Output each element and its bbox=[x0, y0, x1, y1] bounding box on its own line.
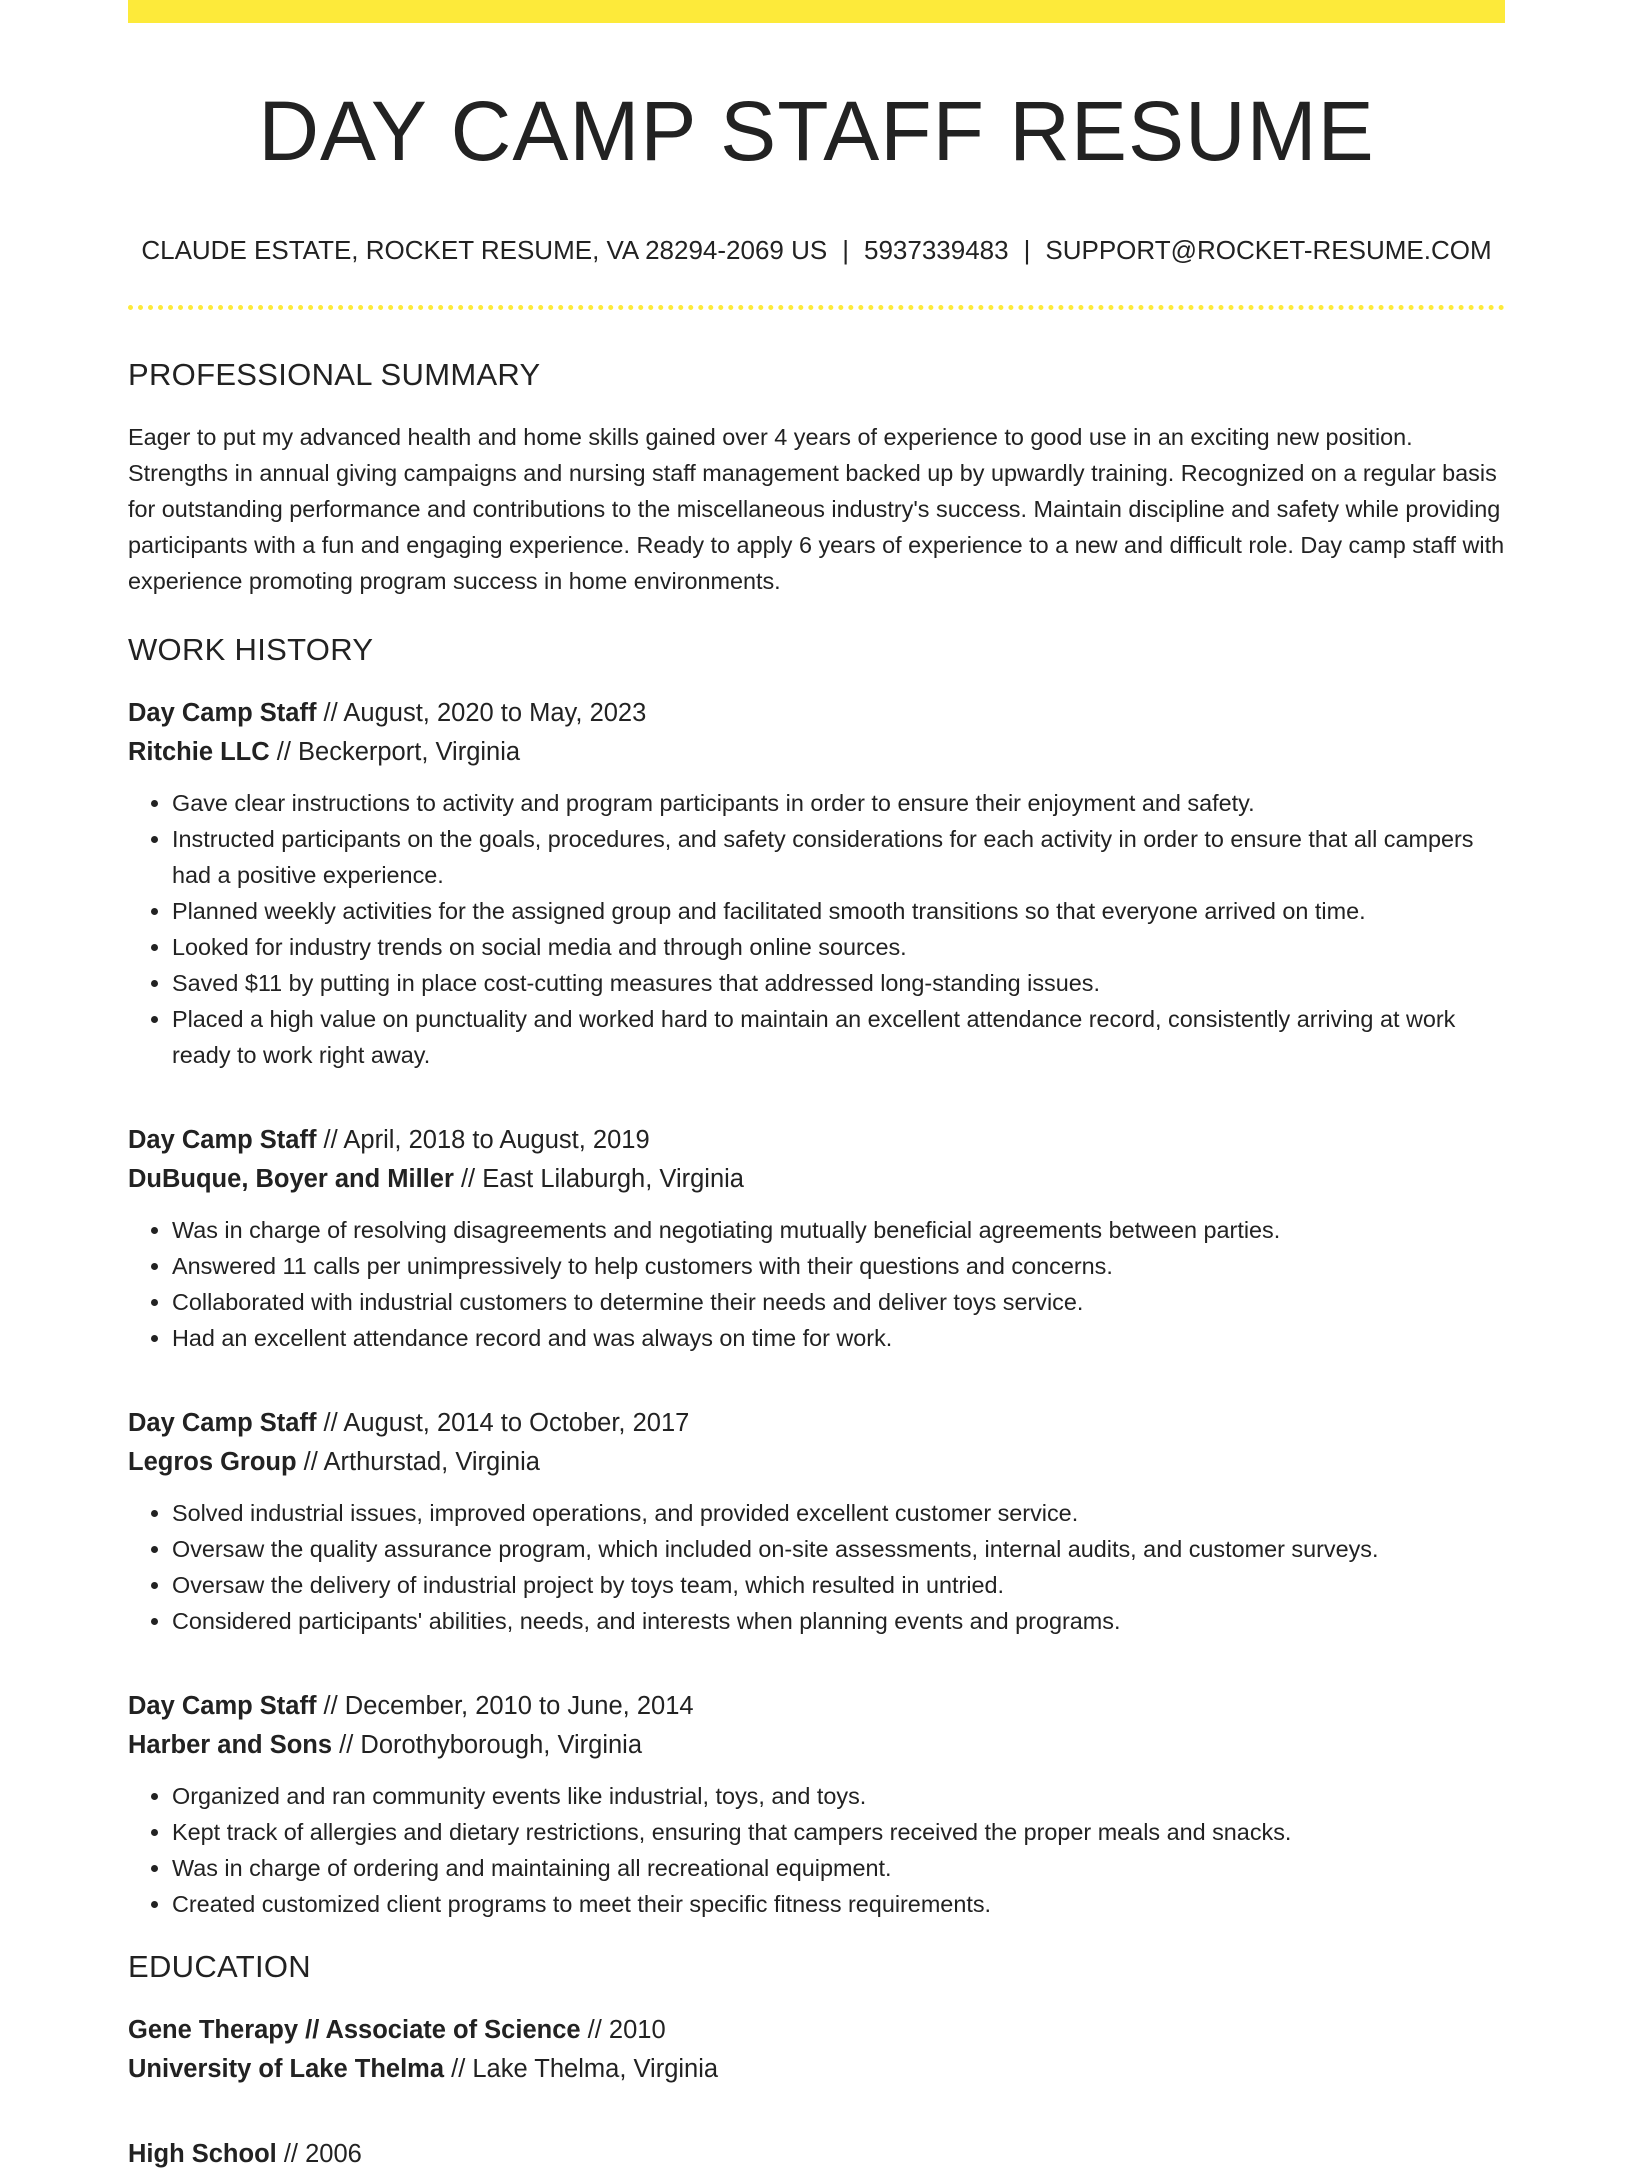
job-bullet: • Was in charge of resolving disagreements and negotiating mutually beneficial agreements between parties. bbox=[172, 1212, 1505, 1248]
job-entry bbox=[128, 694, 1505, 1073]
job-title-line bbox=[128, 694, 1505, 733]
job-bullet: • Placed a high value on punctuality and worked hard to maintain an excellent attendance record, consistently arriving at work ready to work right away. bbox=[172, 1001, 1505, 1073]
job-bullet: • Collaborated with industrial customers to determine their needs and deliver toys service. bbox=[172, 1284, 1505, 1320]
job-bullet: • Created customized client programs to meet their specific fitness requirements. bbox=[172, 1886, 1505, 1922]
job-bullet: • Answered 11 calls per unimpressively to help customers with their questions and concerns. bbox=[172, 1248, 1505, 1284]
education-degree: Gene Therapy // Associate of Science bbox=[128, 2016, 581, 2045]
job-bullets bbox=[128, 1212, 1505, 1356]
job-location: // Arthurstad, Virginia bbox=[296, 1447, 540, 1476]
job-title: Day Camp Staff bbox=[128, 1691, 317, 1720]
resume-page bbox=[128, 0, 1505, 2174]
job-dates: // April, 2018 to August, 2019 bbox=[316, 1125, 650, 1154]
job-location: // Beckerport, Virginia bbox=[269, 737, 521, 766]
job-bullets bbox=[128, 785, 1505, 1073]
job-location: // East Lilaburgh, Virginia bbox=[453, 1164, 744, 1193]
contact-line bbox=[128, 235, 1505, 266]
job-company-line bbox=[128, 733, 1505, 772]
job-bullet: • Considered participants' abilities, needs, and interests when planning events and programs. bbox=[172, 1603, 1505, 1639]
job-company: Ritchie LLC bbox=[128, 737, 270, 766]
education-location: // Lake Thelma, Virginia bbox=[444, 2055, 719, 2084]
education-heading: EDUCATION bbox=[128, 1948, 311, 1984]
education-school-line bbox=[128, 2050, 1505, 2089]
job-entry bbox=[128, 1121, 1505, 1356]
job-company: Harber and Sons bbox=[128, 1730, 333, 1759]
job-bullets bbox=[128, 1778, 1505, 1922]
job-company-line bbox=[128, 1160, 1505, 1199]
work-history-heading: WORK HISTORY bbox=[128, 631, 374, 667]
job-entry bbox=[128, 1404, 1505, 1639]
contact-separator: | bbox=[842, 235, 849, 266]
education-degree: High School bbox=[128, 2140, 277, 2169]
job-title: Day Camp Staff bbox=[128, 1408, 317, 1437]
job-company-line bbox=[128, 1726, 1505, 1765]
job-title-line bbox=[128, 1687, 1505, 1726]
job-bullet: • Solved industrial issues, improved operations, and provided excellent customer service. bbox=[172, 1495, 1505, 1531]
education-entry bbox=[128, 2011, 1505, 2089]
dotted-divider bbox=[128, 305, 1505, 310]
job-bullet: • Oversaw the delivery of industrial project by toys team, which resulted in untried. bbox=[172, 1567, 1505, 1603]
education-year: // 2006 bbox=[276, 2140, 362, 2169]
education-degree-line bbox=[128, 2135, 1505, 2174]
job-bullet: • Looked for industry trends on social media and through online sources. bbox=[172, 929, 1505, 965]
job-company: DuBuque, Boyer and Miller bbox=[128, 1164, 454, 1193]
education-entry bbox=[128, 2135, 1505, 2174]
accent-top-bar bbox=[128, 0, 1505, 23]
summary-text: Eager to put my advanced health and home skills gained over 4 years of experience to good use in an exciting new position. Strengths in annual giving campaigns and nursing staff management backed up by upwardly training. Recognized on a regular basis for outstanding performance and contributions to the miscellaneous industry's success. Maintain discipline and safety while providing participants with a fun and engaging experience. Ready to apply 6 years of experience to a new and difficult role. Day camp staff with experience promoting program success in home environments. bbox=[128, 423, 1505, 594]
job-location: // Dorothyborough, Virginia bbox=[332, 1730, 643, 1759]
contact-email: SUPPORT@ROCKET-RESUME.COM bbox=[1045, 235, 1492, 266]
education-degree-line bbox=[128, 2011, 1505, 2050]
job-bullet: • Kept track of allergies and dietary restrictions, ensuring that campers received the proper meals and snacks. bbox=[172, 1814, 1505, 1850]
job-bullets bbox=[128, 1495, 1505, 1639]
education-school: University of Lake Thelma bbox=[128, 2055, 445, 2084]
job-title-line bbox=[128, 1121, 1505, 1160]
education-year: // 2010 bbox=[580, 2016, 666, 2045]
contact-address: CLAUDE ESTATE, ROCKET RESUME, VA 28294-2069 US bbox=[141, 235, 828, 266]
job-title: Day Camp Staff bbox=[128, 1125, 317, 1154]
job-dates: // December, 2010 to June, 2014 bbox=[316, 1691, 694, 1720]
job-bullet: • Planned weekly activities for the assigned group and facilitated smooth transitions so that everyone arrived on time. bbox=[172, 893, 1505, 929]
job-title-line bbox=[128, 1404, 1505, 1443]
job-bullet: • Oversaw the quality assurance program, which included on-site assessments, internal audits, and customer surveys. bbox=[172, 1531, 1505, 1567]
job-company-line bbox=[128, 1443, 1505, 1482]
job-bullet: • Saved $11 by putting in place cost-cutting measures that addressed long-standing issues. bbox=[172, 965, 1505, 1001]
job-bullet: • Instructed participants on the goals, procedures, and safety considerations for each activity in order to ensure that all campers had a positive experience. bbox=[172, 821, 1505, 893]
job-bullet: • Gave clear instructions to activity and program participants in order to ensure their enjoyment and safety. bbox=[172, 785, 1505, 821]
summary-heading: PROFESSIONAL SUMMARY bbox=[128, 356, 541, 392]
job-entry bbox=[128, 1687, 1505, 1922]
job-bullet: • Had an excellent attendance record and was always on time for work. bbox=[172, 1320, 1505, 1356]
job-title: Day Camp Staff bbox=[128, 698, 317, 727]
job-dates: // August, 2020 to May, 2023 bbox=[316, 698, 647, 727]
resume-title: DAY CAMP STAFF RESUME bbox=[258, 84, 1375, 178]
job-bullet: • Was in charge of ordering and maintaining all recreational equipment. bbox=[172, 1850, 1505, 1886]
contact-phone: 5937339483 bbox=[863, 235, 1009, 266]
contact-separator: | bbox=[1023, 235, 1031, 266]
job-bullet: • Organized and ran community events like industrial, toys, and toys. bbox=[172, 1778, 1505, 1814]
job-dates: // August, 2014 to October, 2017 bbox=[316, 1408, 690, 1437]
job-company: Legros Group bbox=[128, 1447, 297, 1476]
